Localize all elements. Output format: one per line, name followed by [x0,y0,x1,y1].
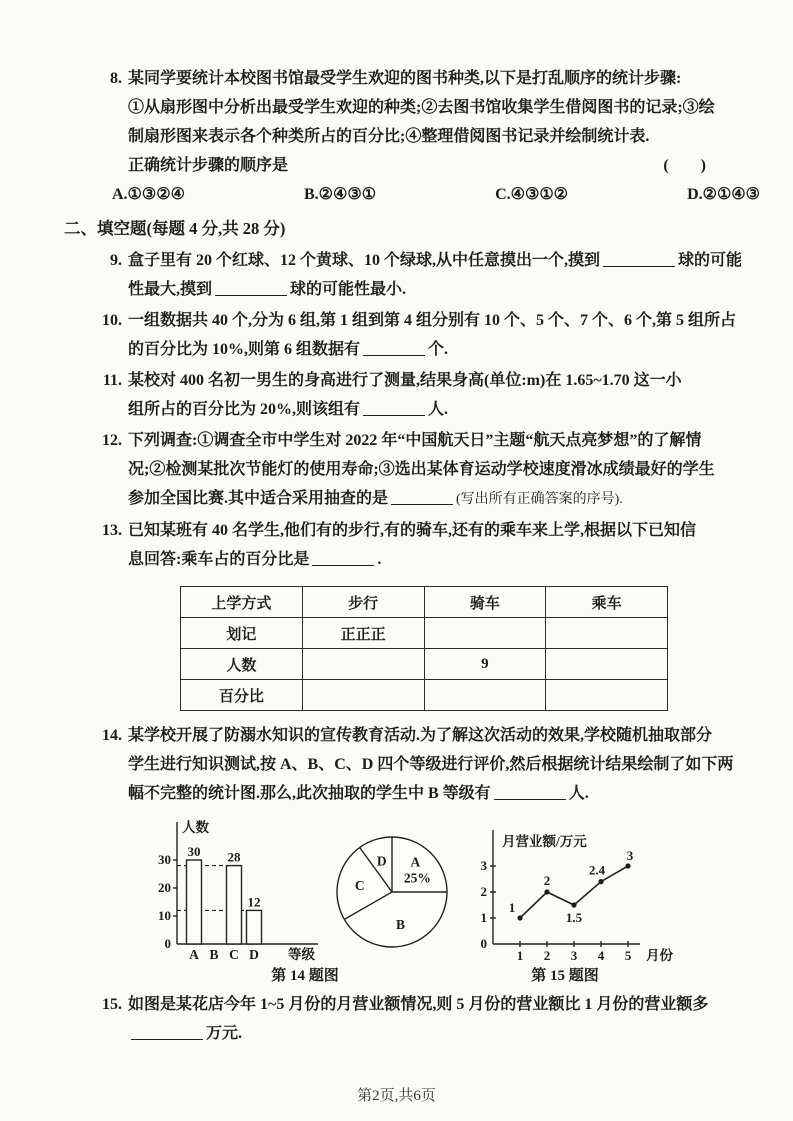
table-cell: 人数 [181,649,303,680]
question-text: 组所占的百分比为 20%,则该组有 人. [128,401,449,418]
figure-caption: 第 15 题图 [531,968,599,984]
answer-blank [494,785,566,800]
answer-blank [215,281,287,296]
svg-text:B: B [209,947,219,962]
question-number: 14. [102,727,122,744]
question-number: 8. [110,70,122,87]
figure-q15 [470,816,705,986]
svg-text:B: B [395,916,406,932]
table-cell [546,649,668,680]
table-header-cell: 乘车 [546,587,668,618]
svg-text:人数: 人数 [182,820,209,835]
line-chart-q15 [470,816,705,966]
question-text: 幅不完整的统计图.那么,此次抽取的学生中 B 等级有 人. [128,785,589,802]
svg-text:2: 2 [480,884,487,899]
question-text: 的百分比为 10%,则第 6 组数据有 个. [128,341,449,358]
question-text: 息回答:乘车占的百分比是 . [128,551,382,568]
question-text: 制扇形图来表示各个种类所占的百分比;④整理借阅图书记录并绘制统计表. [128,128,650,145]
question-text: 13. 已知某班有 40 名学生,他们有的步行,有的骑车,还有的乘车来上学,根据以下已知信 [128,516,793,545]
svg-text:月营业额/万元: 月营业额/万元 [502,834,587,849]
svg-text:0: 0 [480,936,487,951]
question-number: 15. [102,996,122,1013]
svg-text:30: 30 [158,852,171,867]
question-12 [102,426,793,514]
svg-text:3: 3 [480,858,487,873]
svg-text:C: C [229,947,239,962]
question-8 [110,64,793,209]
question-text: 学生进行知识测试,按 A、B、C、D 四个等级进行评价,然后根据统计结果绘制了如下两 [128,756,734,773]
option-a: A.①③②④ [112,186,185,203]
svg-text:20: 20 [158,880,171,895]
question-text: 12. 下列调查:①调查全市中学生对 2022 年“中国航天日”主题“航天点亮梦想”的了解情 [128,426,793,455]
question-text: 15. 如图是某花店今年 1~5 月份的月营业额情况,则 5 月份的营业额比 1 月份的营业额多 [128,990,793,1019]
svg-text:10: 10 [158,908,171,923]
answer-blank [363,401,425,416]
svg-text:28: 28 [227,849,241,865]
bar-chart-q14 [140,816,320,966]
figure-q14 [140,816,470,986]
svg-text:25%: 25% [403,870,431,886]
table-cell [424,680,546,711]
hint-text: (写出所有正确答案的序号). [456,492,623,507]
question-text: 参加全国比赛.其中适合采用抽查的是 (写出所有正确答案的序号). [128,490,623,507]
section-header: 二、填空题(每题 4 分,共 28 分) [64,219,286,238]
question-text: 14. 某学校开展了防溺水知识的宣传教育活动.为了解这次活动的效果,学校随机抽取部分 [128,721,793,750]
question-text: 正确统计步骤的顺序是 ( ) [128,151,706,180]
svg-text:等级: 等级 [288,947,315,962]
svg-text:C: C [354,878,365,894]
table-row [181,618,668,649]
question-line: 某同学要统计本校图书馆最受学生欢迎的图书种类,以下是打乱顺序的统计步骤: [128,70,682,87]
table-cell [302,680,424,711]
question-14 [102,721,793,808]
svg-text:D: D [376,853,387,869]
svg-text:3: 3 [570,948,578,963]
table-row [181,680,668,711]
svg-text:4: 4 [597,948,605,963]
svg-text:1: 1 [516,948,524,963]
svg-text:1: 1 [480,910,487,925]
answer-bracket: ( ) [663,157,706,174]
table-cell [424,618,546,649]
table-cell: 百分比 [181,680,303,711]
svg-text:1.5: 1.5 [565,910,583,925]
question-9 [110,246,793,304]
svg-text:A: A [189,947,199,962]
option-c: C.④③①② [495,186,569,203]
question-text: 性最大,摸到 球的可能性最小. [128,281,407,298]
question-text: 10. 一组数据共 40 个,分为 6 组,第 1 组到第 4 组分别有 10 个、5 个、7 个、6 个,第 5 组所占 [128,306,793,335]
table-header-cell: 上学方式 [181,587,303,618]
commute-data-table [180,586,668,711]
table-header-cell: 骑车 [424,587,546,618]
page-footer: 第2页,共6页 [357,1088,436,1104]
question-text: 万元. [128,1019,793,1048]
table-cell [546,618,668,649]
svg-text:2.4: 2.4 [588,862,606,878]
table-cell: 划记 [181,618,303,649]
question-11 [102,366,793,424]
option-b: B.②④③① [303,186,377,203]
answer-blank [603,252,675,267]
svg-text:D: D [249,947,259,962]
table-cell: 9 [424,649,546,680]
option-d: D.②①④③ [687,186,760,203]
table-row [181,649,668,680]
question-text [110,64,793,93]
svg-text:月份: 月份 [646,948,673,963]
pie-chart-q14 [320,816,470,966]
answer-blank [312,551,374,566]
table-header-cell: 步行 [302,587,424,618]
svg-text:A: A [410,854,421,870]
question-number: 11. [102,372,122,389]
figures-row [140,816,793,986]
answer-blank [131,1025,203,1040]
svg-text:5: 5 [624,948,632,963]
answer-blank [363,341,425,356]
svg-text:0: 0 [164,936,171,951]
answer-blank [391,490,453,505]
table-cell [302,649,424,680]
svg-text:30: 30 [187,844,201,859]
question-text: 9. 盒子里有 20 个红球、12 个黄球、10 个绿球,从中任意摸出一个,摸到 球的可能 [128,246,793,275]
question-number: 9. [110,252,122,269]
question-13 [102,516,793,711]
question-text: 11. 某校对 400 名初一男生的身高进行了测量,结果身高(单位:m)在 1.65~1.70 这一小 [128,366,793,395]
svg-text:1: 1 [508,900,516,915]
question-text: ①从扇形图中分析出最受学生欢迎的种类;②去图书馆收集学生借阅图书的记录;③绘 [128,99,715,116]
question-10 [102,306,793,364]
question-number: 10. [102,312,122,329]
question-15 [102,990,793,1048]
svg-text:2: 2 [543,948,551,963]
figure-caption: 第 14 题图 [271,968,339,984]
question-number: 12. [102,432,122,449]
svg-text:2: 2 [543,873,551,888]
question-text: 况;②检测某批次节能灯的使用寿命;③选出某体育运动学校速度滑冰成绩最好的学生 [128,461,715,478]
svg-text:12: 12 [247,894,261,910]
table-cell [546,680,668,711]
choice-options [112,180,760,209]
table-cell: 正正正 [302,618,424,649]
question-number: 13. [102,522,122,539]
svg-text:3: 3 [626,848,634,863]
table-row [181,587,668,618]
